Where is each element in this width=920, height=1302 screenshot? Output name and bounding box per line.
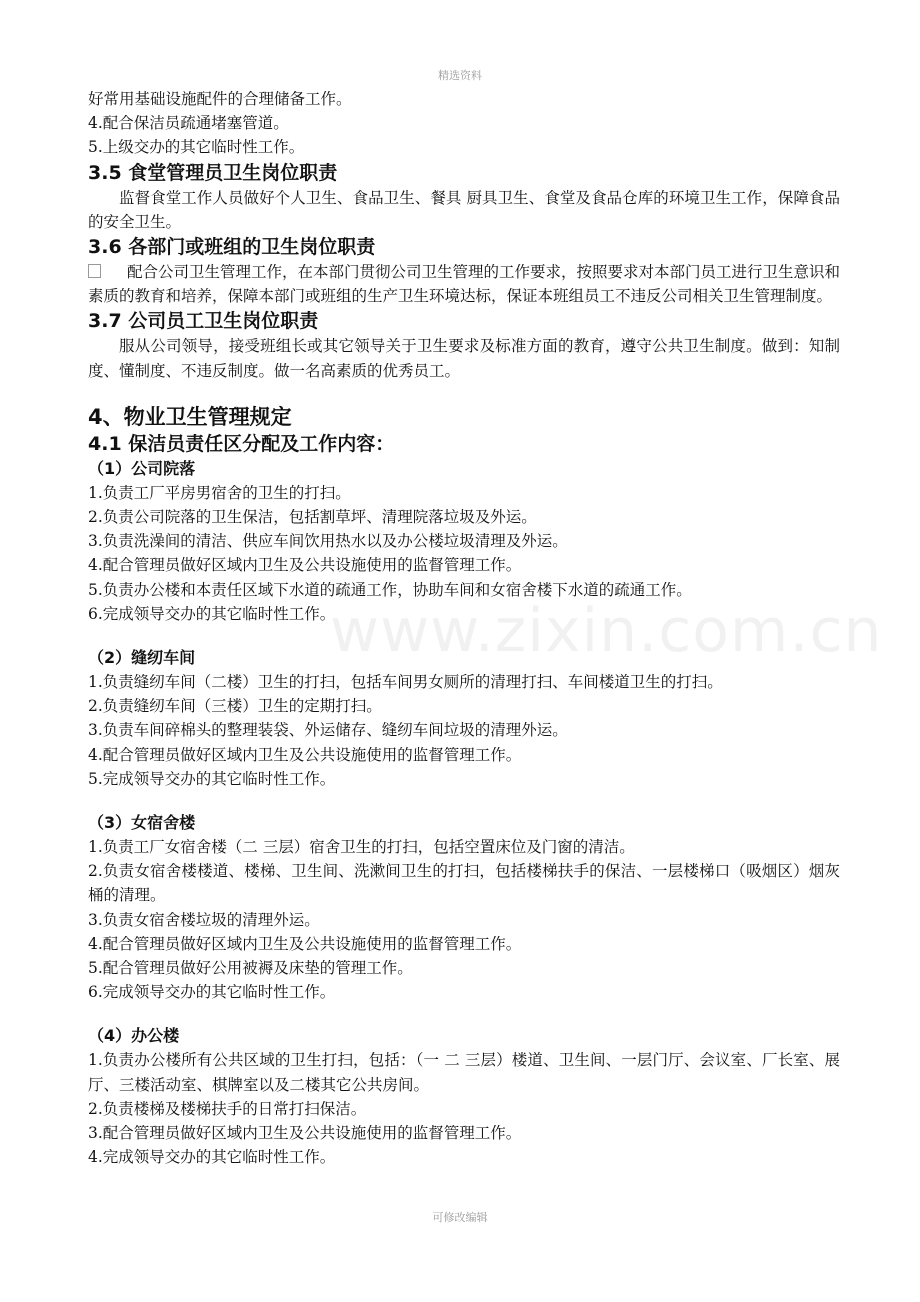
list-item: 5.配合管理员做好公用被褥及床垫的管理工作。 bbox=[88, 959, 413, 978]
list-item: 5.负责办公楼和本责任区域下水道的疏通工作，协助车间和女宿舍楼下水道的疏通工作。 bbox=[88, 580, 692, 599]
section-3-5-heading: 3.5 食堂管理员卫生岗位职责 bbox=[88, 161, 338, 184]
list-item: 6.完成领导交办的其它临时性工作。 bbox=[88, 604, 336, 623]
list-item: 6.完成领导交办的其它临时性工作。 bbox=[88, 983, 336, 1002]
section-3-6-heading: 3.6 各部门或班组的卫生岗位职责 bbox=[88, 236, 376, 259]
area-heading-sewing: （2）缝纫车间 bbox=[88, 648, 196, 668]
list-item: 2.负责女宿舍楼楼道、楼梯、卫生间、洗漱间卫生的打扫，包括楼梯扶手的保洁、一层楼梯口（吸烟区）烟灰桶的清理。 bbox=[88, 862, 840, 905]
intro-line: 好常用基础设施配件的合理储备工作。 bbox=[88, 90, 352, 108]
list-item: 3.负责洗澡间的清洁、供应车间饮用热水以及办公楼垃圾清理及外运。 bbox=[88, 532, 568, 551]
list-item: 3.负责车间碎棉头的整理装袋、外运储存、缝纫车间垃圾的清理外运。 bbox=[88, 721, 568, 740]
section-3-7-body: 服从公司领导，接受班组长或其它领导关于卫生要求及标准方面的教育，遵守公共卫生制度。做到：知制度、懂制度、不违反制度。做一名高素质的优秀员工。 bbox=[88, 337, 840, 380]
list-item: 2.负责公司院落的卫生保洁，包括割草坪、清理院落垃圾及外运。 bbox=[88, 508, 537, 527]
section-4-1-heading: 4.1 保洁员责任区分配及工作内容： bbox=[88, 432, 395, 455]
section-3-5-body: 监督食堂工作人员做好个人卫生、食品卫生、餐具 厨具卫生、食堂及食品仓库的环境卫生工作，保障食品的安全卫生。 bbox=[88, 188, 840, 231]
list-item: 5.完成领导交办的其它临时性工作。 bbox=[88, 769, 336, 788]
missing-glyph-icon bbox=[88, 264, 101, 278]
area-heading-dormitory: （3）女宿舍楼 bbox=[88, 813, 196, 833]
list-item: 4.配合管理员做好区域内卫生及公共设施使用的监督管理工作。 bbox=[88, 745, 522, 764]
page-footer: 可修改编辑 bbox=[432, 1211, 488, 1224]
list-item: 2.负责缝纫车间（三楼）卫生的定期打扫。 bbox=[88, 697, 382, 716]
page-header: 精选资料 bbox=[438, 69, 482, 82]
intro-line: 4.配合保洁员疏通堵塞管道。 bbox=[88, 114, 289, 133]
list-item: 1.负责缝纫车间（二楼）卫生的打扫，包括车间男女厕所的清理打扫、车间楼道卫生的打扫。 bbox=[88, 673, 723, 692]
list-item: 3.负责女宿舍楼垃圾的清理外运。 bbox=[88, 910, 320, 929]
section-3-7-heading: 3.7 公司员工卫生岗位职责 bbox=[88, 310, 319, 333]
watermark: www.zixin.com.cn bbox=[330, 596, 883, 666]
document-body bbox=[88, 87, 840, 1170]
list-item: 2.负责楼梯及楼梯扶手的日常打扫保洁。 bbox=[88, 1099, 367, 1118]
list-item: 1.负责工厂女宿舍楼（二 三层）宿舍卫生的打扫，包括空置床位及门窗的清洁。 bbox=[88, 838, 635, 857]
list-item: 1.负责工厂平房男宿舍的卫生的打扫。 bbox=[88, 483, 351, 502]
list-item: 4.配合管理员做好区域内卫生及公共设施使用的监督管理工作。 bbox=[88, 556, 522, 575]
section-3-6-paragraph bbox=[88, 260, 840, 308]
intro-line: 5.上级交办的其它临时性工作。 bbox=[88, 138, 305, 157]
list-item: 4.配合管理员做好区域内卫生及公共设施使用的监督管理工作。 bbox=[88, 934, 522, 953]
section-3-6-body: 配合公司卫生管理工作，在本部门贯彻公司卫生管理的工作要求，按照要求对本部门员工进行卫生意识和素质的教育和培养，保障本部门或班组的生产卫生环境达标，保证本班组员工不违反公司相关卫生管理制度。 bbox=[88, 263, 841, 306]
list-item: 4.完成领导交办的其它临时性工作。 bbox=[88, 1148, 336, 1167]
section-4-heading: 4、物业卫生管理规定 bbox=[88, 404, 292, 429]
list-item: 3.配合管理员做好区域内卫生及公共设施使用的监督管理工作。 bbox=[88, 1124, 522, 1143]
area-heading-office: （4）办公楼 bbox=[88, 1026, 180, 1046]
area-heading-yard: （1）公司院落 bbox=[88, 458, 196, 478]
list-item: 1.负责办公楼所有公共区域的卫生打扫，包括：（一 二 三层）楼道、卫生间、一层门厅、会议室、厂长室、展厅、三楼活动室、棋牌室以及二楼其它公共房间。 bbox=[88, 1051, 840, 1094]
